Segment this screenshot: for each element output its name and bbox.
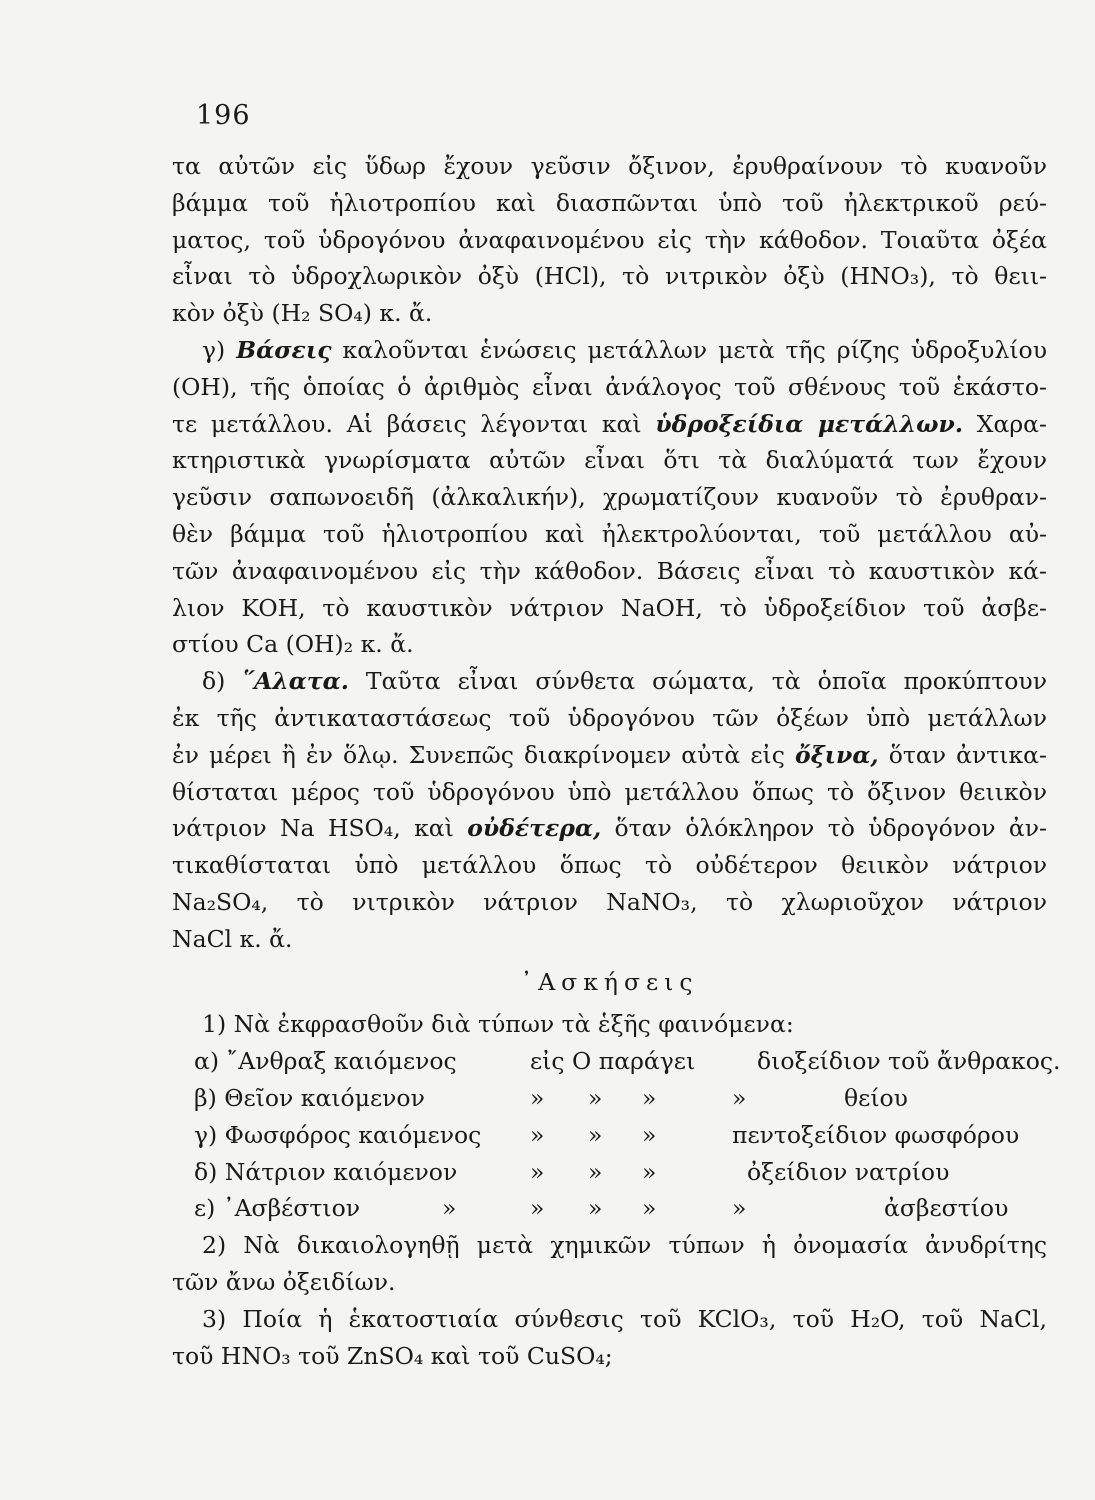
row-label: α) ῎Ανθραξ καιόμενος [194,1047,457,1076]
ditto-mark: » [530,1157,545,1186]
ditto-mark: » [442,1194,457,1223]
term-salts: ῞Αλατα. [242,667,349,696]
text-line: ματος, τοῦ ὑδρογόνου ἀναφαινομένου εἰς τὴν κάθοδον. Τοιαῦτα ὀξέα [172,225,1047,254]
ditto-mark: » [732,1194,747,1223]
ditto-mark: » [588,1083,603,1112]
text-line: κτηριστικὰ γνωρίσματα αὐτῶν εἶναι ὅτι τὰ διαλύματά των ἔχουν [172,446,1047,475]
text-span: ὅταν ἀντικα- [878,740,1047,769]
row-result: πεντοξείδιον φωσφόρου [732,1120,1020,1149]
item-label: γ) [202,335,237,364]
row-label: ε) ᾿Ασβέστιον [194,1194,361,1223]
text-line: θὲν βάμμα τοῦ ἡλιοτροπίου καὶ ἠλεκτρολύονται, τοῦ μετάλλου αὐ- [172,519,1047,548]
row-text: εἰς O παράγει [530,1047,696,1076]
exercise-3: 3) Ποία ἡ ἑκατοστιαία σύνθεσις τοῦ KClO₃, τοῦ H₂O, τοῦ NaCl, [202,1304,1047,1333]
text-line: κὸν ὀξὺ (H₂ SO₄) κ. ἄ. [172,299,433,328]
ditto-mark: » [530,1120,545,1149]
text-line [172,810,1047,847]
ditto-mark: » [732,1083,747,1112]
text-line: τα αὐτῶν εἰς ὕδωρ ἔχουν γεῦσιν ὄξινον, ἐρυθραίνουν τὸ κυανοῦν [172,152,1047,180]
ditto-mark: » [642,1083,657,1112]
ditto-mark: » [588,1120,603,1149]
page-body [172,148,1061,1374]
term-hydroxides: ὑδροξείδια μετάλλων. [655,409,964,438]
row-result: διοξείδιον τοῦ ἄνθρακος. [757,1047,1061,1076]
page-number: 196 [196,100,251,131]
text-line: στίου Ca (OH)₂ κ. ἄ. [172,630,414,659]
row-label: β) Θεῖον καιόμενον [194,1083,425,1112]
ditto-mark: » [588,1157,603,1186]
row-result: ἀσβεστίου [884,1194,1009,1223]
text-line: ἐκ τῆς ἀντικαταστάσεως τοῦ ὑδρογόνου τῶν ὀξέων ὑπὸ μετάλλων [172,703,1047,732]
term-acidic: ὄξινα, [795,740,879,769]
row-label: δ) Νάτριον καιόμενον [194,1157,458,1186]
exercise-row [172,1154,1047,1191]
ditto-mark: » [642,1194,657,1223]
text-line: NaCl κ. ἄ. [172,924,293,953]
text-span: νάτριον Na HSO₄, καὶ [172,814,468,843]
exercise-row [172,1043,1061,1080]
text-line: βάμμα τοῦ ἡλιοτροπίου καὶ διασπῶνται ὑπὸ τοῦ ἠλεκτρικοῦ ρεύ- [172,188,1047,217]
exercises-heading: ᾿Ασκήσεις [520,967,699,996]
ditto-mark: » [588,1194,603,1223]
text-line: τῶν ἀναφαινομένου εἰς τὴν κάθοδον. Βάσεις εἶναι τὸ καυστικὸν κά- [172,556,1047,585]
text-line: θίσταται μέρος τοῦ ὑδρογόνου ὑπὸ μετάλλου ὅπως τὸ ὄξινον θειικὸν [172,777,1047,806]
ditto-mark: » [530,1194,545,1223]
term-neutral: οὐδέτερα, [467,814,602,843]
ditto-mark: » [530,1083,545,1112]
text-span: τε μετάλλου. Αἱ βάσεις λέγονται καὶ [172,409,656,438]
text-line: γεῦσιν σαπωνοειδῆ (ἀλκαλικήν), χρωματίζουν κυανοῦν τὸ ἐρυθραν- [172,483,1047,512]
text-line [172,406,1047,443]
text-span: ὅταν ὁλόκληρον τὸ ὑδρογόνον ἀν- [601,814,1047,843]
exercise-1-intro: 1) Νὰ ἐκφρασθοῦν διὰ τύπων τὰ ἑξῆς φαινόμενα: [202,1010,794,1039]
row-label: γ) Φωσφόρος καιόμενος [194,1120,482,1149]
row-result: ὀξείδιον νατρίου [747,1157,950,1186]
exercise-3-cont: τοῦ HNO₃ τοῦ ZnSO₄ καὶ τοῦ CuSO₄; [172,1341,613,1370]
text-span: καλοῦνται ἑνώσεις μετάλλων μετὰ τῆς ρίζης ὑδροξυλίου [331,335,1047,364]
exercise-row [172,1190,1047,1227]
item-label: δ) [202,667,243,696]
ditto-mark: » [642,1120,657,1149]
text-line: Na₂SO₄, τὸ νιτρικὸν νάτριον NaNO₃, τὸ χλωριοῦχον νάτριον [172,887,1047,916]
exercise-2: 2) Νὰ δικαιολογηθῇ μετὰ χημικῶν τύπων ἡ ὀνομασία ἀνυδρίτης [202,1231,1047,1260]
text-line: τικαθίσταται ὑπὸ μετάλλου ὅπως τὸ οὐδέτερον θειικὸν νάτριον [172,851,1047,880]
text-line: εἶναι τὸ ὑδροχλωρικὸν ὀξὺ (HCl), τὸ νιτρικὸν ὀξὺ (HNO₃), τὸ θειι- [172,262,1047,291]
exercise-row [172,1080,1047,1117]
text-line: (OH), τῆς ὁποίας ὁ ἀριθμὸς εἶναι ἀνάλογος τοῦ σθένους τοῦ ἑκάστο- [172,372,1047,401]
text-line [172,737,1047,774]
text-span: Χαρα- [963,409,1047,438]
text-line [172,332,1047,369]
exercise-2-cont: τῶν ἄνω ὀξειδίων. [172,1267,396,1296]
text-line: λιον KOH, τὸ καυστικὸν νάτριον NaOH, τὸ ὑδροξείδιον τοῦ ἀσβε- [172,593,1047,622]
row-result: θείου [844,1083,908,1112]
ditto-mark: » [642,1157,657,1186]
text-span: Ταῦτα εἶναι σύνθετα σώματα, τὰ ὁποῖα προκύπτουν [348,667,1047,696]
text-span: ἐν μέρει ἢ ἐν ὅλῳ. Συνεπῶς διακρίνομεν αὐτὰ εἰς [172,740,796,769]
text-line [172,663,1047,700]
exercise-row [172,1117,1047,1154]
term-bases: Βάσεις [236,335,332,364]
